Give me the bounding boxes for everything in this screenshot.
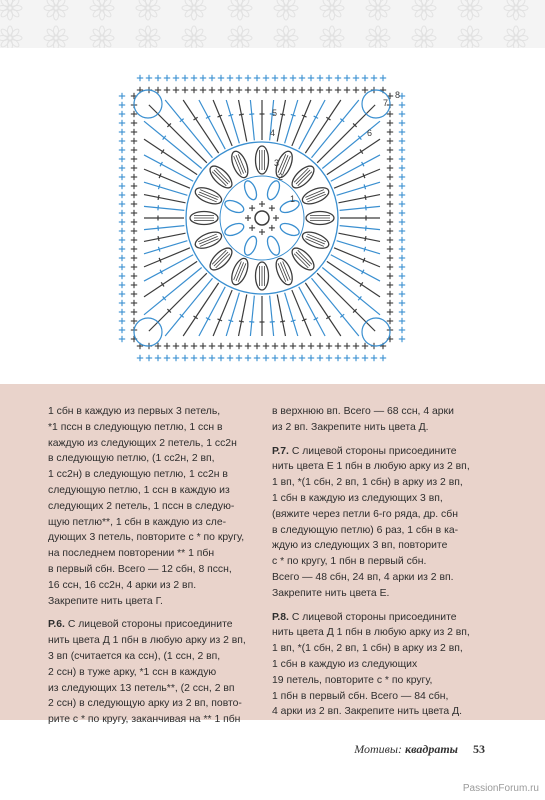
radial-stitch [144, 226, 184, 230]
page-footer [354, 742, 485, 757]
lace-motif [44, 26, 68, 48]
lace-motif [0, 0, 22, 20]
radial-stitch-bar [364, 247, 365, 252]
instruction-paragraph [272, 444, 502, 602]
crochet-chart [112, 68, 412, 368]
radial-stitch [250, 296, 254, 336]
corner-arc [134, 318, 162, 346]
row-label: 5 [272, 108, 278, 118]
radial-stitch [277, 100, 285, 141]
radial-stitch [199, 287, 225, 336]
instruction-paragraph [272, 404, 502, 436]
radial-stitch-bar [158, 236, 159, 241]
blue-puff-stitch [223, 221, 245, 238]
blue-puff-stitch [242, 179, 259, 201]
footer-topic: квадраты [405, 742, 458, 756]
radial-stitch-bar [228, 320, 233, 321]
radial-stitch [144, 248, 190, 267]
radial-stitch [213, 290, 232, 336]
row-body: 1 сбн в каждую из первых 3 петель, *1 пссн в следующую петлю, 1 ссн в каждую из следующих 2 петель, 1 сс2н в следующую петлю, (1 сс2н, 2 вп, 1 сс2н) в следующую петлю, 1 сс2н в следующую петлю, 1 ссн в каждую из следующих 2 петель, 1 пссн в следую- щую петлю**, 1 сбн в каждую из сле- дующих 3 петель, повторите с * по кругу, на последнем повторении ** 1 пбн в первый сбн. Всего — 12 сбн, 8 пссн, 16 ссн, 16 сс2н, 4 арки из 2 вп. Закрепите нить цвета Г. [48, 406, 245, 607]
radial-stitch [270, 296, 274, 336]
watermark: PassionForum.ru [462, 783, 539, 794]
lace-pattern-band [0, 0, 545, 48]
row-body: в верхнюю вп. Всего — 68 ссн, 4 арки из 2 вп. Закрепите нить цвета Д. [272, 406, 454, 433]
instruction-paragraph [48, 404, 260, 609]
lace-motif [182, 0, 206, 20]
lace-motif [90, 0, 114, 20]
radial-stitch [331, 255, 380, 281]
instruction-paragraph [48, 617, 260, 728]
page-number: 53 [473, 742, 485, 756]
radial-stitch [277, 295, 285, 336]
radial-stitch-bar [239, 321, 244, 322]
lace-motif [320, 0, 344, 20]
radial-stitch-bar [158, 195, 159, 200]
lace-motif [0, 26, 22, 48]
radial-stitch-bar [291, 320, 296, 321]
row-label: 2 [278, 172, 284, 182]
radial-stitch [299, 287, 325, 336]
row-body: С лицевой стороны присоедините нить цвета Е 1 пбн в любую арку из 2 вп, 1 вп, *(1 сбн, 2 вп, 1 сбн) в арку из 2 вп, 1 сбн в каждую из следующих 3 вп, (вяжите через петли 6-го ряда, др. сбн в следующую петлю) 6 раз, 1 сбн в ка- ждую из следующих 3 вп, повторите с * по кругу, 1 пбн в первый сбн. Всего — 48 сбн, 24 вп, 4 арки из 2 вп. Закрепите нить цвета Е. [272, 445, 470, 599]
radial-stitch [334, 248, 380, 267]
lace-motif [228, 0, 252, 20]
row-body: С лицевой стороны присоедините нить цвета Д 1 пбн в любую арку из 2 вп, 1 вп, *(1 сбн, 2 вп, 1 сбн) в арку из 2 вп, 1 сбн в каждую из следующих 19 петель, повторите с * по кругу, 1 пбн в первый сбн. Всего — 84 сбн, 4 арки из 2 вп. Закрепите нить цвета Д. [272, 611, 470, 718]
row-label: 3 [274, 158, 280, 168]
radial-stitch [292, 290, 311, 336]
lace-motif [44, 0, 68, 20]
crochet-chart-svg [112, 68, 412, 368]
corner-arc [134, 90, 162, 118]
radial-stitch-bar [365, 195, 366, 200]
blue-puff-stitch [265, 179, 282, 201]
corner-arc [362, 318, 390, 346]
lace-motif [182, 26, 206, 48]
row-lead: Р.7. [272, 445, 289, 457]
lace-motif [458, 26, 482, 48]
row-body: С лицевой стороны присоедините нить цвета Д 1 пбн в любую арку из 2 вп, 3 вп (считается ка ссн), (1 ссн, 2 вп, 2 ссн) в туже арку, *1 ссн в каждую из следующих 13 петель**, (2 ссн, 2 вп 2 ссн) в следующую арку из 2 вп, повто- рите с * по кругу, заканчивая на ** 1 пбн [48, 619, 246, 726]
instructions-panel [0, 384, 545, 726]
radial-stitch-bar [280, 321, 285, 322]
lace-motif [412, 0, 436, 20]
lace-motif [228, 26, 252, 48]
radial-stitch [299, 100, 325, 149]
lace-motif [90, 26, 114, 48]
radial-stitch [144, 255, 193, 281]
radial-stitch [213, 100, 232, 146]
blue-puff-stitch [223, 198, 245, 215]
lace-motif [320, 26, 344, 48]
lace-motif [366, 0, 390, 20]
radial-stitch-bar [365, 236, 366, 241]
row-label: 7 [383, 98, 389, 108]
radial-stitch-bar [228, 114, 233, 115]
radial-stitch [144, 195, 185, 203]
radial-stitch-bar [158, 247, 159, 252]
radial-stitch-bar [280, 114, 285, 115]
radial-stitch [199, 100, 225, 149]
radial-stitch [340, 206, 380, 210]
ring-row-2 [220, 176, 304, 260]
instruction-paragraph [272, 610, 502, 721]
radial-stitch [144, 169, 190, 188]
row-label: 6 [367, 128, 373, 138]
lace-motif [136, 0, 160, 20]
radial-stitch [339, 195, 380, 203]
radial-stitch-bar [239, 114, 244, 115]
lace-motif [274, 0, 298, 20]
lace-motif [274, 26, 298, 48]
radial-stitch [144, 233, 185, 241]
radial-stitch [334, 169, 380, 188]
row-label: 8 [395, 90, 401, 100]
lace-motif [504, 0, 528, 20]
row-label: 1 [290, 194, 296, 204]
radial-stitch [339, 233, 380, 241]
decorative-header-band [0, 0, 545, 48]
lace-motif [458, 0, 482, 20]
radial-stitch [292, 100, 311, 146]
lace-motif [136, 26, 160, 48]
instructions-left-column [48, 404, 260, 728]
instructions-right-column [272, 404, 502, 720]
lace-motif [412, 26, 436, 48]
lace-motif [504, 26, 528, 48]
row-label: 4 [270, 128, 276, 138]
radial-stitch [239, 295, 247, 336]
radial-stitch-bar [158, 184, 159, 189]
radial-stitch [144, 155, 193, 181]
footer-section: Мотивы: [354, 742, 403, 756]
radial-stitch [331, 155, 380, 181]
radial-stitch [144, 206, 184, 210]
blue-puff-stitch [279, 221, 301, 238]
blue-puff-stitch [265, 235, 282, 257]
blue-puff-stitch [242, 235, 259, 257]
radial-stitch [340, 226, 380, 230]
lace-motif [366, 26, 390, 48]
radial-stitch [239, 100, 247, 141]
magic-ring [255, 211, 269, 225]
radial-stitch-bar [364, 184, 365, 189]
radial-stitch [250, 100, 254, 140]
row-lead: Р.6. [48, 619, 65, 631]
row-lead: Р.8. [272, 611, 289, 623]
radial-stitch-bar [291, 114, 296, 115]
